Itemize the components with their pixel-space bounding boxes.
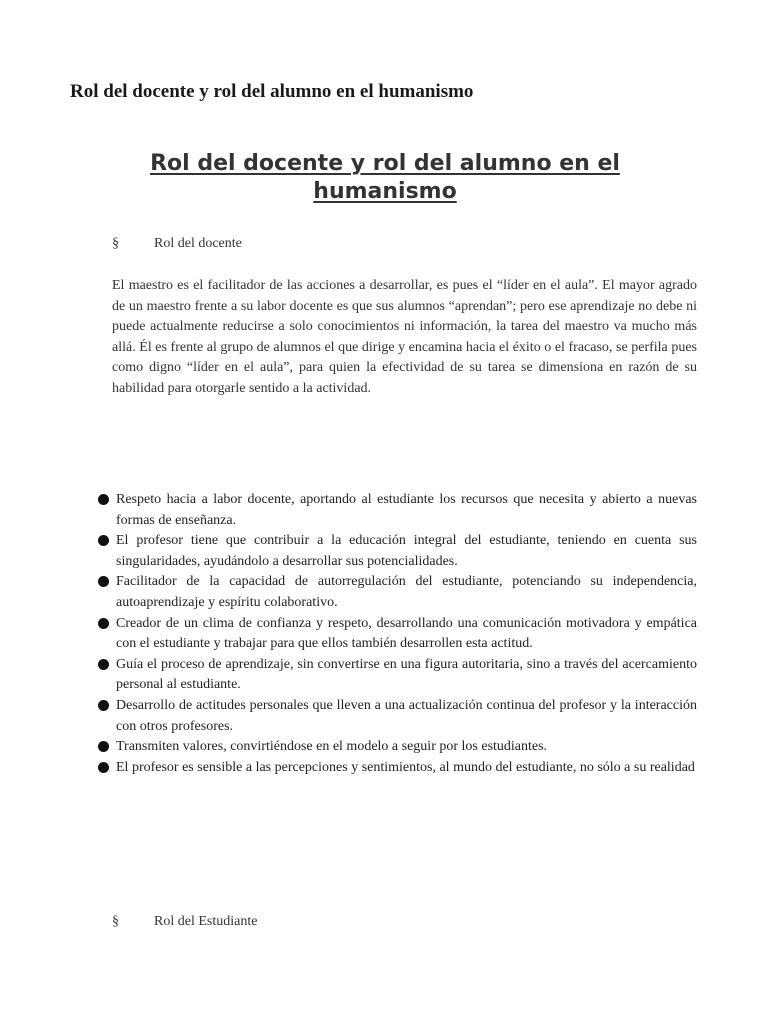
bullet-icon — [98, 494, 109, 505]
list-item — [97, 490, 697, 531]
bullet-icon — [98, 535, 109, 546]
list-item-text: Transmiten valores, convirtiéndose en el modelo a seguir por los estudiantes. — [116, 739, 548, 755]
bullet-icon — [98, 762, 109, 773]
list-item-text: El profesor tiene que contribuir a la educación integral del estudiante, teniendo en cuenta sus singularidades, ayudándolo a desarrollar sus potencialidades. — [116, 533, 697, 569]
section-label-estudiante: Rol del Estudiante — [154, 914, 258, 929]
list-item — [97, 572, 697, 613]
list-item-text: Respeto hacia a labor docente, aportando al estudiante los recursos que necesita y abierto a nuevas formas de enseñanza. — [116, 492, 697, 528]
section-sign-icon: § — [112, 236, 119, 251]
section-heading-estudiante — [112, 912, 257, 932]
bullet-icon — [98, 618, 109, 629]
list-item — [97, 737, 697, 758]
section-sign-icon: § — [112, 914, 119, 929]
docente-paragraph: El maestro es el facilitador de las acciones a desarrollar, es pues el “líder en el aula”. El mayor agrado de un maestro frente a su labor docente es que sus alumnos “aprendan”; pero ese aprendizaje no debe ni puede actualmente reducirse a solo conocimientos ni información, la tarea del maestro va mucho más allá. Él es frente al grupo de alumnos el que dirige y encamina hacia el éxito o el fracaso, se perfila pues como digno “líder en el aula”, para quien la efectividad de su tarea se dimensiona en razón de su habilidad para otorgarle sentido a la actividad. — [112, 278, 697, 396]
bullet-icon — [98, 741, 109, 752]
bullet-icon — [98, 576, 109, 587]
list-item-text: Guía el proceso de aprendizaje, sin convertirse en una figura autoritaria, sino a través del acercamiento personal al estudiante. — [116, 656, 697, 693]
page-heading: Rol del docente y rol del alumno en el humanismo — [70, 81, 474, 102]
list-item-text: El profesor es sensible a las percepciones y sentimientos, al mundo del estudiante, no sólo a su realidad — [116, 759, 695, 775]
list-item — [97, 655, 697, 696]
list-item — [97, 614, 697, 655]
list-item-text: Creador de un clima de confianza y respeto, desarrollando una comunicación motivadora y empática con el estudiante y trabajar para que ellos también desarrollen esta actitud. — [116, 615, 697, 652]
list-item — [97, 531, 697, 572]
bullet-icon — [98, 700, 109, 711]
list-item-text: Desarrollo de actitudes personales que lleven a una actualización continua del profesor y la interacción con otros profesores. — [116, 697, 697, 734]
list-item — [97, 696, 697, 737]
bullet-icon — [98, 659, 109, 670]
list-item-text: Facilitador de la capacidad de autorregulación del estudiante, potenciando su independencia, autoaprendizaje y espíritu colaborativo. — [116, 574, 697, 610]
document-title: Rol del docente y rol del alumno en el humanismo — [150, 151, 620, 204]
section-label-docente: Rol del docente — [154, 236, 242, 251]
list-item — [97, 758, 697, 779]
bullet-list — [97, 490, 697, 778]
section-heading-docente — [112, 234, 242, 254]
